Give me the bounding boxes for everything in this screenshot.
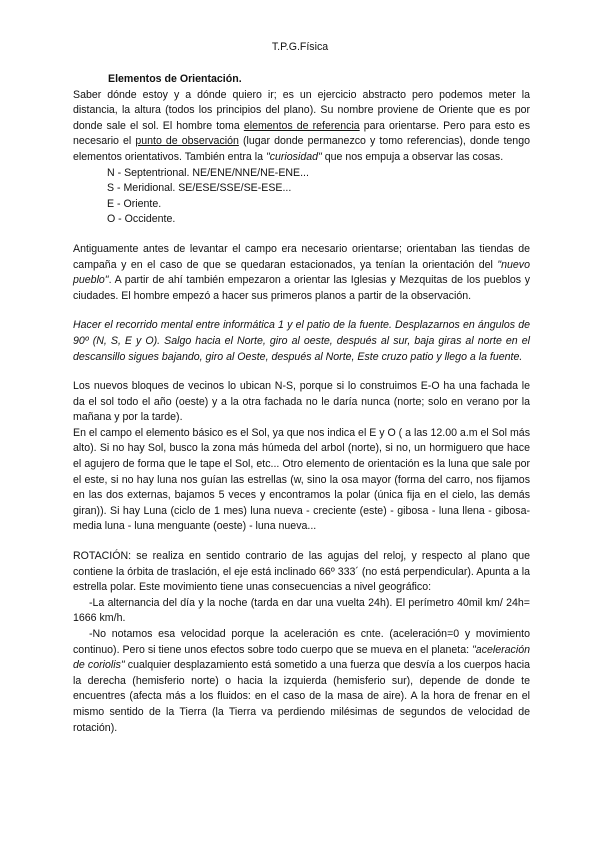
- italic-term: "curiosidad": [265, 150, 322, 163]
- cardinal-south: S - Meridional. SE/ESE/SSE/SE-ESE...: [107, 182, 292, 195]
- intro-paragraph: Saber dónde estoy y a dónde quiero ir; es un ejercicio abstracto pero podemos meter la distancia, la altura (todos los principios del plano). Su nombre proviene de Oriente que es por donde sale el sol. El hombre toma elementos de referencia para orientarse. Pero para esto es necesario el punto de observación (lugar donde permanezco y tomo referencias), donde tengo elementos orientativos. También entra la "curiosidad" que nos empuja a observar las cosas.: [73, 88, 530, 163]
- section-title: Elementos de Orientación.: [108, 73, 242, 85]
- underlined-term: punto de observación: [135, 135, 239, 148]
- history-paragraph: Antiguamente antes de levantar el campo era necesario orientarse; orientaban las tiendas de campaña y en el caso de que se quedaran estacionados, ya tenían la orientación del "nuevo pueblo". A partir de ahí también empezaron a orientar las Iglesias y Mezquitas de los pueblos y ciudades. El hombre empezó a hacer sus primeros planos a partir de la observación.: [73, 242, 530, 302]
- cardinal-west: O - Occidente.: [107, 213, 176, 226]
- italic-term: "nuevo pueblo": [73, 258, 530, 287]
- document-body: [73, 72, 530, 736]
- rotation-paragraph: ROTACIÓN: se realiza en sentido contrario de las agujas del reloj, y respecto al plano que contiene la órbita de traslación, el eje está inclinado 66º 333´ (no está perpendicular). Apunta a la estrella polar. Este movimiento tiene unas consecuencias a nivel geográfico:: [73, 550, 530, 594]
- cardinal-north: N - Septentrional. NE/ENE/NNE/NE-ENE...: [107, 166, 309, 179]
- exercise-paragraph: Hacer el recorrido mental entre informática 1 y el patio de la fuente. Desplazarnos en ángulos de 90º (N, S, E y O). Salgo hacia el Norte, giro al oeste, después al sur, baja giras al norte en el descansillo sigues bajando, giro al Oeste, después al Norte, Este cruzo patio y llego a la fuente.: [73, 319, 530, 363]
- italic-term: "aceleración de coriolis": [73, 643, 530, 672]
- sun-paragraph: En el campo el elemento básico es el Sol, ya que nos indica el E y O ( a las 12.00 a.m el Sol más alto). Si no hay Sol, busco la zona más húmeda del arbol (norte), si no, un hormiguero que hace el agujero de forma que le tape el Sol, etc... Otro elemento de orientación es la luna que sale por el este, si no hay luna nos guían las estrellas (w, sino la osa mayor (forma del carro, nos fijamos en las dos externas, bajamos 5 veces y encontramos la polar (única fija en el cielo, las demás giran)). Si hay Luna (ciclo de 1 mes) luna nueva - creciente (este) - gibosa - luna llena - gibosa- media luna - luna menguante (oeste) - luna nueva...: [73, 426, 530, 533]
- underlined-term: elementos de referencia: [243, 119, 360, 132]
- page-header: T.P.G.Física: [271, 41, 329, 53]
- rotation-consequence-2: -No notamos esa velocidad porque la aceleración es cnte. (aceleración=0 y movimiento continuo). Pero si tiene unos efectos sobre todo cuerpo que se mueva en el planeta: "aceleración de coriolis" cualquier desplazamiento está sometido a una fuerza que desvía a los cuerpos hacia la derecha (hemisferio norte) o hacia la izquierda (hemisferio sur), depende de donde te encuentres (afecta más a los fluidos: en el caso de la masa de aire). A la hora de frenar en el mismo sentido de la Tierra (la Tierra va perdiendo milésimas de segundos de velocidad de rotación).: [73, 628, 530, 734]
- cardinal-east: E - Oriente.: [107, 197, 162, 210]
- blocks-paragraph: Los nuevos bloques de vecinos lo ubican N-S, porque si lo construimos E-O ha una fachada le da el sol todo el año (oeste) y a la otra fachada no le daría nunca (norte; solo en verano por la mañana y por la tarde).: [73, 380, 530, 424]
- rotation-consequence-1: -La alternancia del día y la noche (tarda en dar una vuelta 24h). El perímetro 40mil km/ 24h= 1666 km/h.: [73, 596, 530, 625]
